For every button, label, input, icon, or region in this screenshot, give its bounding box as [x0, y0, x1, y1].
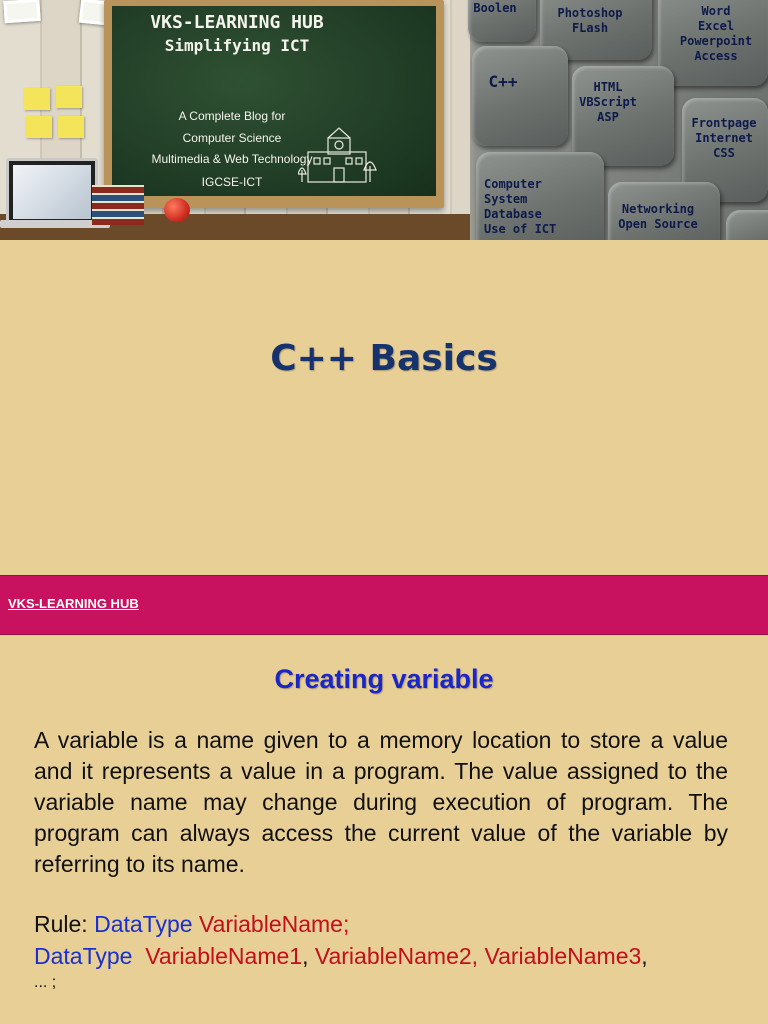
key-label-cpp: C++	[488, 72, 518, 91]
footer-band	[0, 575, 768, 635]
key-label-boolen: Boolen	[473, 1, 517, 15]
laptop-icon	[6, 158, 98, 226]
syntax-rule	[34, 908, 734, 994]
keyboard-key	[726, 210, 768, 240]
key-label-computer-system: Computer System Database Use of ICT	[484, 177, 557, 236]
board-line: Computer Science	[182, 131, 282, 145]
rule-datatype: DataType	[94, 911, 193, 937]
pinned-photo	[3, 0, 40, 23]
board-line: A Complete Blog for	[178, 109, 286, 123]
books-icon	[92, 185, 144, 225]
key-label-web: HTML VBScript ASP	[579, 80, 637, 124]
example-var3: VariableName3	[484, 943, 642, 969]
key-label-photoshop: Photoshop FLash	[557, 6, 623, 35]
rule-line	[34, 908, 734, 940]
key-label-frontpage: Frontpage Internet CSS	[691, 116, 757, 160]
chalkboard	[104, 0, 444, 208]
key-label-office: Word Excel Powerpoint Access	[679, 4, 753, 63]
example-separator: ,	[302, 943, 315, 969]
example-line	[34, 940, 734, 972]
definition-paragraph: A variable is a name given to a memory location to store a value and it represents a value in a program. The value assigned to the variable name may change during execution of program. The program can always access the current value of the variable by referring to its name.	[34, 727, 728, 877]
example-var1: VariableName1	[145, 943, 303, 969]
board-line: IGCSE-ICT	[201, 175, 263, 189]
rule-varname: VariableName;	[192, 911, 350, 937]
board-subtitle: Simplifying ICT	[164, 36, 310, 55]
keyboard-key	[472, 46, 568, 146]
section-heading: Creating variable	[274, 664, 494, 694]
header-banner	[0, 0, 768, 240]
key-label-networking: Networking Open Source	[618, 202, 698, 231]
example-var2: VariableName2,	[314, 943, 479, 969]
example-more: ... ;	[34, 974, 57, 991]
rule-prefix: Rule:	[34, 911, 95, 937]
example-tail: ,	[641, 943, 648, 969]
apple-icon	[164, 198, 190, 222]
board-title: VKS-LEARNING HUB	[150, 12, 324, 33]
example-datatype: DataType	[34, 943, 133, 969]
slide-title: C++ Basics	[270, 338, 498, 379]
board-line: Multimedia & Web Technology	[151, 152, 313, 166]
band-link[interactable]: VKS-LEARNING HUB	[8, 596, 139, 611]
school-drawing	[298, 124, 388, 184]
